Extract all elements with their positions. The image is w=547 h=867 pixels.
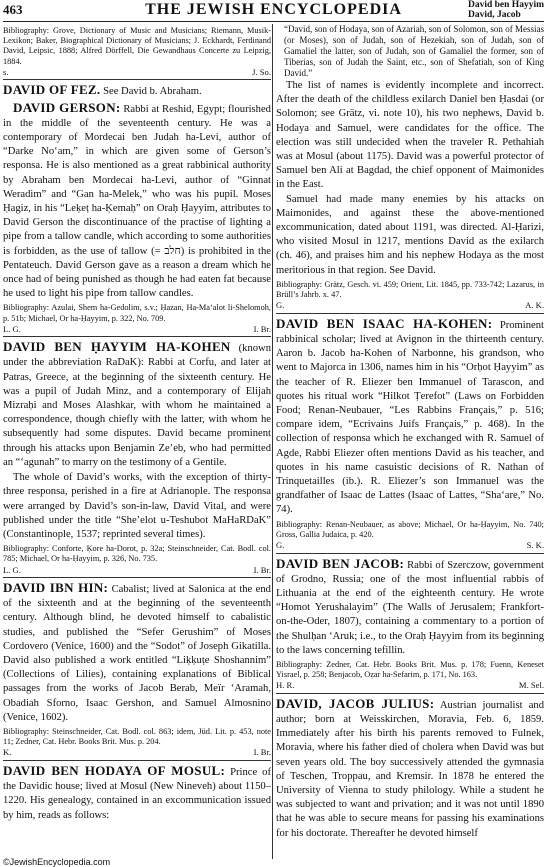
entry-david-ibn-hin bbox=[3, 581, 271, 725]
entry-paragraph: The whole of David’s works, with the exception of thirty-three responsa, perished in a fire at Adrianople. The responsa were arranged by David’s son-in-law, David Vital, and were published under the title “She’elot u-Teshubot MaHaRDaK” (Constantinople, 1537; reprinted several times). bbox=[3, 472, 271, 540]
entry-text: See David b. Abraham. bbox=[100, 86, 202, 98]
entry-heading: DAVID BEN ISAAC HA-KOHEN: bbox=[276, 315, 493, 331]
entry-text: Prince of the Davidic house; lived at Mosul (New Nineveh) about 1150–1220. His genealogy, contained in an excommunication issued by him, reads as follows: bbox=[3, 766, 271, 821]
bibliography: Bibliography: Grätz, Gesch. vi. 459; Orient, Lit. 1845, pp. 733-742; Lazarus, in Brüll’s Jahrb. x. 47. bbox=[276, 279, 544, 300]
signature-initials: G. bbox=[276, 300, 285, 311]
column-divider bbox=[272, 24, 273, 859]
entry-david-of-fez bbox=[3, 83, 271, 99]
bibliography: Bibliography: Azulai, Shem ha-Gedolim, s.v.; Ḥazan, Ha-Ma‘alot li-Shelomoh, p. 51b; Michael, Or ha-Ḥayyim, p. 322, No. 709. bbox=[3, 303, 271, 323]
signature-line bbox=[3, 565, 271, 579]
entry-heading: DAVID BEN JACOB: bbox=[276, 555, 405, 571]
signature-author: S. K. bbox=[526, 540, 544, 550]
entry-david-ben-hodaya bbox=[3, 764, 271, 823]
entry-heading: DAVID BEN HODAYA OF MOSUL: bbox=[3, 762, 226, 778]
signature-initials: K. bbox=[3, 747, 12, 758]
entry-david-ben-isaac bbox=[276, 317, 544, 518]
entry-text: Austrian journalist and author; born at Weisskirchen, Moravia, Feb. 6, 1859. Immediately after his birth his parents removed to Fulnek, Moravia, where his father died of cholera when David was but seven years old. The boy successively attended the gymnasia of Teschen, Troppau, and Kremsir. In 1878 he entered the University of Vienna to study philology. While a student he was subjected to want and privation; and it was not until 1890 that he was able to secure means for passing his examinations for his doctorate. Thereafter he devoted himself bbox=[276, 699, 544, 839]
signature-line bbox=[3, 67, 271, 81]
entry-david-ben-hayyim bbox=[3, 340, 271, 470]
entry-heading: DAVID GERSON: bbox=[13, 99, 121, 115]
guide-words bbox=[468, 0, 544, 20]
signature-initials: H. R. bbox=[276, 680, 295, 691]
entry-paragraph: The list of names is evidently incomplete and incorrect. After the death of the childless exilarch Daniel ben Ḥasdai (or Solomon; see Grätz, vi. note 10), his two nephews, David b. Hodaya and Samuel, were candidates for the office. The election was still undecided when the traveler R. Pethahiah was at Mosul (about 1175). David was a powerful protector of Samuel ben Ali at Bagdad, the chief opponent of Maimonides in the East. bbox=[276, 80, 544, 191]
guide-word-last: David, Jacob bbox=[467, 10, 521, 20]
entry-heading: DAVID IBN HIN: bbox=[3, 580, 109, 596]
entry-text: Prominent rabbinical scholar; lived at Avignon in the thirteenth century. Aaron b. Jacob ha-Kohen of Narbonne, his grandson, who went to Majorca in 1306, names him in his “Orḥot Ḥayyim” as the teacher of R. Eliezer ben Immanuel of Tarascon, and quotes his ritual work “Hilkot Ṭerefot” (Laws on Forbidden Food; Renan-Neubauer, “Les Rabbins Français,” p. 516; compare idem, “Ecrivains Juifs Français,” p. 468). In the collection of responsa which he exchanged with R. Samuel of Agde, Rabbi Eliezer often mentions David as his teacher, and quotes in his name casuistic decisions of R. Nathan of Trinquetailles (ib.). R. Eliezer’s son Immanuel was the grandfather of Isaac de Lattes (Isaac of Lattes, “Sha‘are,” No. 74). bbox=[276, 319, 544, 516]
entry-heading: DAVID, JACOB JULIUS: bbox=[276, 695, 435, 711]
page-number: 463 bbox=[3, 2, 23, 17]
bibliography: Bibliography: Zedner, Cat. Hebr. Books Brit. Mus. p. 178; Fuenn, Keneset Yisrael, p. 258; Benjacob, Oẓar ha-Sefarim, p. 171, No. 163. bbox=[276, 659, 544, 680]
signature-line bbox=[3, 324, 271, 338]
entry-heading: DAVID BEN ḤAYYIM HA-KOHEN bbox=[3, 339, 231, 355]
guide-word-first: David ben Hayyim bbox=[467, 0, 544, 10]
genealogy-quote: “David, son of Hodaya, son of Azariah, son of Solomon, son of Messias (or Moses), son of Judah, son of Hezekiah, son of Judah, son of Gamaliel the latter, son of Judah, son of Gamaliel the former, son of Tiberias, son of Judah the Saint, etc., son of Shefatiah, son of King David.” bbox=[284, 24, 544, 78]
signature-author: I. Br. bbox=[253, 747, 271, 758]
copyright-notice: ©JewishEncyclopedia.com bbox=[3, 857, 111, 867]
entry-heading: DAVID OF FEZ. bbox=[3, 82, 101, 98]
entry-text: Cabalist; lived at Salonica at the end of the sixteenth and at the beginning of the seventeenth century. Although blind, he devoted himself to cabalistic studies, and published the “Sefer Gerushim” of Moses Cordovero (Venice, 1600) and the “Sodot” of Joseph Gikatilla. David also published a work entitled “Liḳḳuṭe Shoshannim” (Collections of Lilies), containing explanations of Biblical passages from the works of Jacob Berab, Meïr ‘Aramah, Obadiah Sforno, Isaac Gershon, and Samuel Almosnino (Venice, 1602). bbox=[3, 584, 271, 723]
bibliography: Bibliography: Conforte, Ḳore ha-Dorot, p. 32a; Steinschneider, Cat. Bodl. col. 785; Michael, Or ha-Ḥayyim, p. 326, No. 735. bbox=[3, 544, 271, 564]
signature-initials: G. bbox=[276, 540, 285, 550]
entry-david-jacob-julius bbox=[276, 697, 544, 841]
signature-line bbox=[276, 300, 544, 314]
signature-author: J. So. bbox=[252, 66, 271, 77]
entry-text: Rabbi of Szerczow, government of Grodno, Russia; one of the most influential rabbis of Lithuania at the end of the eighteenth century. He wrote “Homot Yerushalayim” (The Walls of Jerusalem; Frankfort-on-the-Oder, 1807), containing a commentary to a portion of the Shulḥan ‘Aruk; i.e., to the Oraḥ Ḥayyim from its beginning to the laws concerning tefillin. bbox=[276, 559, 544, 656]
bibliography: Bibliography: Steinschneider, Cat. Bodl. col. 863; idem, Jüd. Lit. p. 453, note 11; Zedner, Cat. Hebr. Books Brit. Mus. p. 204. bbox=[3, 727, 271, 747]
bibliography: Bibliography: Renan-Neubauer, as above; Michael, Or ha-Ḥayyim, No. 740; Gross, Gallia Judaica, p. 420. bbox=[276, 519, 544, 539]
header-rule bbox=[3, 21, 544, 22]
signature-initials: L. G. bbox=[3, 564, 21, 575]
entry-paragraph: Samuel had made many enemies by his attacks on Maimonides, and against these the above-mentioned excommunication, dated about 1191, was directed. Al-Ḥarizi, who visited Mosul in 1217, mentions David as the exilarch (ch. 46), and praises him and his nephew Hodaya as the most meritorious in that region. See David. bbox=[276, 193, 544, 276]
signature-author: I. Br. bbox=[253, 323, 271, 334]
entry-david-gerson bbox=[3, 101, 271, 302]
signature-author: A. K. bbox=[525, 300, 544, 311]
left-column bbox=[3, 24, 271, 862]
signature-line bbox=[3, 747, 271, 761]
entry-david-ben-jacob bbox=[276, 557, 544, 658]
entry-text: (known under the abbreviation RaDaK): Rabbi at Corfu, and later at Patras, Greece, at the beginning of the sixteenth century. He was a pupil of Judah Minz, and a contemporary of Elijah Mizraḥi and Moses Alashkar, with whom he maintained a correspondence, though chiefly with the latter, with whom he subsequently had some disputes. David became prominent through his attacks upon Benjamin Ze’eb, who had permitted an “‘agunah” to marry on the testimony of a Gentile. bbox=[3, 343, 271, 468]
signature-line bbox=[276, 680, 544, 694]
entry-text: Rabbi at Reshid, Egypt; flourished in the middle of the seventeenth century. He was a contemporary of Mordecai ben Judah ha-Levi, author of “Darke No‘am,” in which are given some of Gerson’s responsa. He is also mentioned as a great rabbinical authority by Abraham ben Mordecai ha-Levi, author of “Ginnat Weradim” and “Gan ha-Melek,” who was his pupil. Moses Ḥagiz, in his “Leḳeṭ ha-Ḳemaḥ” on Oraḥ Ḥayyim, attributes to David Gerson the discontinuance of the practise of lighting a pipe from a tallow candle, which according to some authorities is forbidden, as the use of tallow (= חלב) is prohibited in the Pentateuch. David Gerson gave as a reason a dream which he once had of being punished as though he had eaten fat because he used to light his pipe from tallow candles. bbox=[3, 103, 271, 300]
signature-author: I. Br. bbox=[253, 564, 271, 575]
right-column bbox=[276, 24, 544, 862]
signature-author: M. Sel. bbox=[518, 680, 544, 691]
bibliography: Bibliography: Grove, Dictionary of Music and Musicians; Riemann, Musik-Lexikon; Baker, Biographical Dictionary of Musicians; J. Eckhardt, Ferdinand David, Leipsic, 1888; Alfred Dörffell, Die Gewandhaus Concerte zu Leipzig, 1884. bbox=[3, 26, 271, 66]
signature-initials: L. G. bbox=[3, 323, 21, 334]
signature-initials: s. bbox=[3, 66, 9, 77]
page-header bbox=[0, 0, 547, 22]
signature-line bbox=[276, 540, 544, 554]
running-title: THE JEWISH ENCYCLOPEDIA bbox=[145, 1, 402, 18]
